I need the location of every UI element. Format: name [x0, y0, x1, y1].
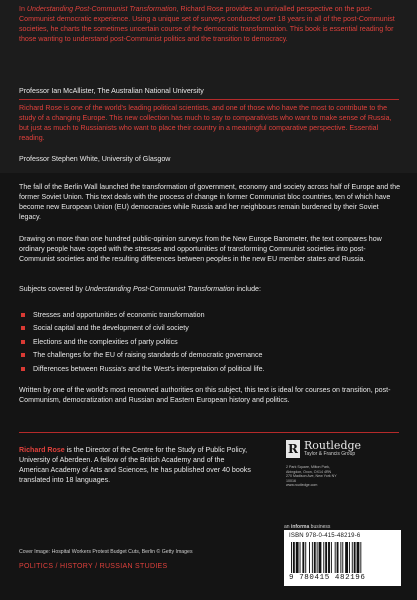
barcode-bar	[317, 542, 318, 573]
subjects-intro-lead: Subjects covered by	[19, 285, 85, 293]
review-attribution-1: Professor Ian McAllister, The Australian National University	[19, 87, 204, 95]
address-line: Abingdon, Oxon, OX14 4RN	[286, 469, 332, 474]
list-item: Elections and the complexities of party politics	[19, 336, 401, 349]
author-name: Richard Rose	[19, 446, 65, 454]
address-line: 2 Park Square, Milton Park,	[286, 465, 330, 469]
barcode-bar	[314, 542, 316, 573]
publisher-address	[286, 465, 346, 488]
barcode-bar	[357, 542, 360, 573]
barcode-bar	[335, 542, 336, 573]
publisher-name: Routledge	[304, 439, 362, 452]
barcode-bar	[360, 542, 361, 573]
barcode-bar	[342, 542, 343, 573]
review-quote-1-body: , Richard Rose provides an unrivalled perspective on the post-Communist democratic experience. Using a unique set of surveys conducted over 18 years in all of the post-Communist societies, he charts the sometimes uncertain course of the democratic transformation. This book is essential reading for those wanting to understand post-Communist politics and the transition to democracy.	[19, 5, 395, 44]
cover-image-credit: Cover Image: Hospital Workers Protest Budget Cuts, Berlin © Getty Images	[19, 549, 193, 555]
subjects-intro	[19, 284, 401, 294]
list-item: Social capital and the development of civil society	[19, 322, 401, 335]
barcode-bar	[331, 542, 332, 573]
barcode-bar	[354, 542, 356, 573]
list-item: Stresses and opportunities of economic transformation	[19, 309, 401, 322]
review-book-title: Understanding Post-Communist Transformation	[26, 5, 177, 13]
review-quote-1-lead: In	[19, 5, 27, 13]
review-attribution-2: Professor Stephen White, University of Glasgow	[19, 155, 171, 163]
barcode-bar	[325, 542, 327, 573]
barcode-bar	[328, 542, 330, 573]
barcode-bar	[340, 542, 341, 573]
routledge-logo-icon: R	[286, 440, 300, 458]
address-line: www.routledge.com	[286, 483, 318, 488]
barcode-bar	[323, 542, 324, 573]
barcode-bar	[312, 542, 313, 573]
subjects-intro-tail: include:	[234, 285, 261, 293]
barcode-bar	[349, 542, 350, 573]
barcode-icon	[289, 542, 397, 575]
barcode-bar	[352, 542, 353, 573]
author-bio-text: is the Director of the Centre for the Study of Public Policy, University of Aberdeen. A fellow of the British Academy and of the American Academy of Arts and Sciences, he has published over 40 books translated into 18 languages.	[19, 446, 251, 485]
publisher-group: Taylor & Francis Group	[304, 451, 356, 457]
informa-brand: informa	[290, 524, 310, 530]
isbn-text: ISBN 978-0-415-48219-6	[289, 533, 361, 539]
author-bio	[19, 445, 254, 485]
description-paragraph-3: Written by one of the world's most renowned authorities on this subject, this text is ideal for courses on transition, post-Communism, democratization and Russian and Eastern European history and politics.	[19, 386, 391, 405]
barcode-bar	[291, 542, 292, 573]
barcode-bar	[296, 542, 299, 573]
barcode-bar	[293, 542, 295, 573]
description-paragraph-2: Drawing on more than one hundred public-opinion surveys from the New Europe Barometer, the text compares how ordinary people have coped with the stresses and opportunities of transforming Communist societies into post-Communist societies and the resulting differences between peoples in the new EU member states and Russia.	[19, 235, 382, 264]
informa-tail: business	[309, 524, 331, 530]
divider	[19, 432, 399, 433]
subjects-list	[19, 309, 401, 376]
barcode-digits: 9 780415 482196	[289, 574, 366, 582]
description-paragraph-1: The fall of the Berlin Wall launched the transformation of government, economy and society across half of Europe and the former Soviet Union. This text deals with the process of change in former Communist bloc countries, ten of which have become new European Union (EU) democracies while Russia and her neighbours remain burdened by their Soviet legacy.	[19, 183, 401, 222]
list-item: Differences between Russia's and the West's interpretation of political life.	[19, 363, 401, 376]
barcode-panel	[284, 530, 401, 586]
review-quote-1	[19, 4, 401, 44]
subjects-book-title: Understanding Post-Communist Transformation	[84, 285, 235, 293]
barcode-bar	[309, 542, 310, 573]
list-item: The challenges for the EU of raising standards of democratic governance	[19, 349, 401, 362]
barcode-bar	[300, 542, 301, 573]
informa-lead: an	[284, 524, 291, 530]
barcode-bar	[337, 542, 339, 573]
barcode-bar	[305, 542, 306, 573]
subject-categories: POLITICS / HISTORY / RUSSIAN STUDIES	[19, 563, 168, 570]
barcode-bar	[319, 542, 322, 573]
review-quote-2: Richard Rose is one of the world's leading political scientists, and one of those who have the most to contribute to the study of a changing Europe. This new collection has much to say to comparativists who want to make sense of Russia, but just as much to Russianists who want to place their country in a meaningful comparative perspective. Essential reading.	[19, 104, 392, 143]
address-line: 270 Madison Ave, New York NY 10016	[286, 474, 337, 483]
divider	[19, 99, 399, 100]
barcode-bar	[302, 542, 304, 573]
barcode-bar	[345, 542, 348, 573]
publisher-block	[283, 437, 403, 517]
